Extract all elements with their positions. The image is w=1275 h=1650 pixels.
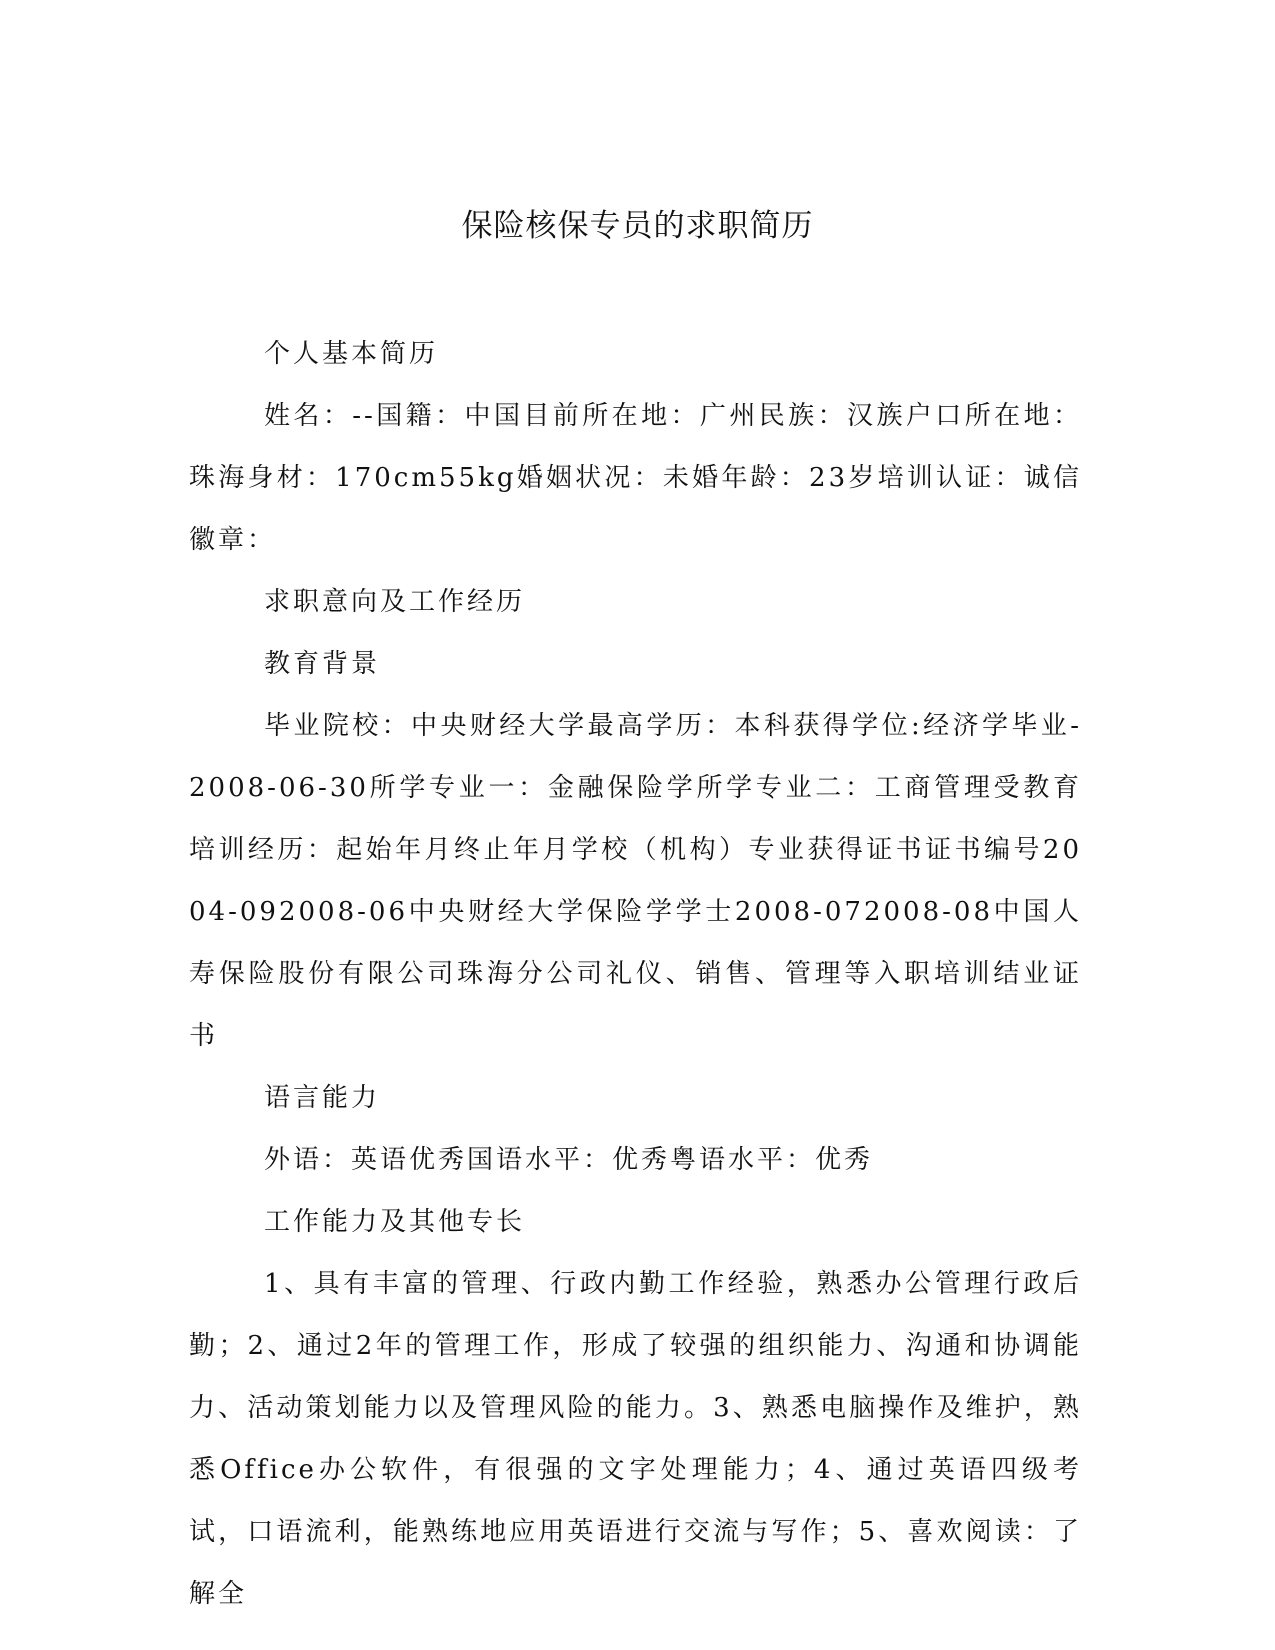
- section-heading-basic-info: 个人基本简历: [264, 339, 439, 369]
- section-heading-language: 语言能力: [264, 1083, 381, 1113]
- section-heading-job-intention: 求职意向及工作经历: [264, 587, 526, 617]
- skills-paragraph: 1、具有丰富的管理、行政内勤工作经验，熟悉办公管理行政后勤；2、通过2年的管理工作，形成了较强的组织能力、沟通和协调能力、活动策划能力以及管理风险的能力。3、熟悉电脑操作及维护，熟悉Office办公软件，有很强的文字处理能力；4、通过英语四级考试，口语流利，能熟练地应用英语进行交流与写作；5、喜欢阅读：了解全: [189, 1269, 1082, 1609]
- education-paragraph: 毕业院校：中央财经大学最高学历：本科获得学位:经济学毕业-2008-06-30所学专业一：金融保险学所学专业二：工商管理受教育培训经历：起始年月终止年月学校（机构）专业获得证书证书编号2004-092008-06中央财经大学保险学学士2008-072008-08中国人寿保险股份有限公司珠海分公司礼仪、销售、管理等入职培训结业证书: [189, 711, 1082, 1051]
- personal-info-paragraph: 姓名：--国籍：中国目前所在地：广州民族：汉族户口所在地：珠海身材：170cm55kg婚姻状况：未婚年龄：23岁培训认证：诚信徽章：: [189, 401, 1082, 555]
- document-body: [189, 323, 1082, 1625]
- section-heading-education: 教育背景: [264, 649, 381, 679]
- document-title: 保险核保专员的求职简历: [461, 208, 814, 244]
- language-paragraph: 外语：英语优秀国语水平：优秀粤语水平：优秀: [264, 1145, 874, 1175]
- section-heading-skills: 工作能力及其他专长: [264, 1207, 526, 1237]
